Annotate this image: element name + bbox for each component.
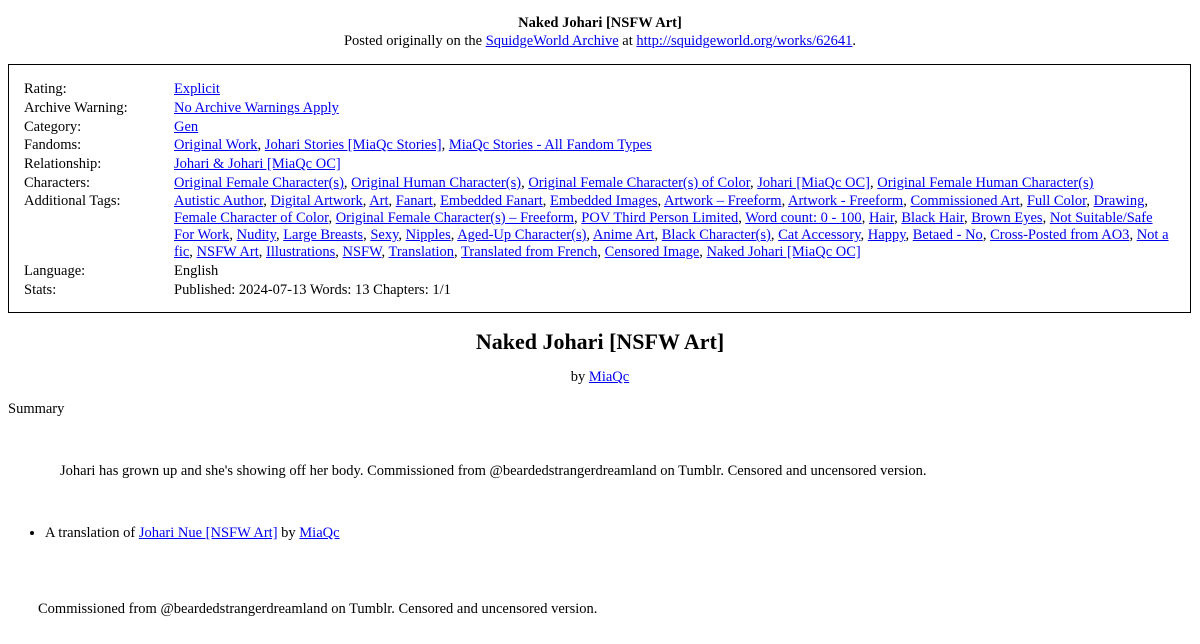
tag-link[interactable]: POV Third Person Limited [581,210,739,226]
tag-link[interactable]: Happy [867,227,906,243]
tag-link[interactable]: MiaQc Stories - All Fandom Types [448,137,652,153]
meta-value-rating [174,81,1170,98]
tag-link[interactable]: Gen [174,119,199,135]
tag-link[interactable]: Nudity [236,227,276,243]
tag-link[interactable]: Aged-Up Character(s) [457,227,587,243]
tag-link[interactable]: Drawing [1093,193,1145,209]
meta-label-category: Category: [24,119,82,135]
tag-link[interactable]: Fanart [395,193,433,209]
at-text: at [622,33,633,49]
meta-value-characters: Original Female Character(s), Original Human Character(s), Original Female Character(s) of Color, Johari [MiaQc OC], Original Female Human Character(s) [174,175,1094,191]
tag-link[interactable]: Not Suitable/Safe For Work [174,210,1153,243]
meta-label-language: Language: [24,263,86,279]
tag-link[interactable]: Original Human Character(s) [351,175,522,191]
tag-link[interactable]: Explicit [174,81,220,97]
tag-link[interactable]: Original Work [174,137,258,153]
meta-value-warning [174,100,1170,117]
notes-text: Commissioned from @beardedstrangerdreamland on Tumblr. Censored and uncensored version. [38,601,598,617]
meta-value-stats: Published: 2024-07-13 Words: 13 Chapters: 1/1 [174,282,451,298]
tag-link[interactable]: Translated from French [461,244,598,260]
tag-link[interactable]: Embedded Fanart [440,193,543,209]
tag-link[interactable]: Commissioned Art [910,193,1020,209]
related-works-list [24,525,340,542]
tag-link[interactable]: Cross-Posted from AO3 [990,227,1130,243]
tag-link[interactable]: Translation [388,244,455,260]
meta-value-language: English [174,263,219,279]
meta-value-fandoms: Original Work, Johari Stories [MiaQc Stories], MiaQc Stories - All Fandom Types [174,137,652,153]
by-text: by [570,369,586,385]
byline [0,369,1200,386]
original-work-link[interactable]: Johari Nue [NSFW Art] [138,525,278,541]
posted-line: Posted originally on the SquidgeWorld Archive at http://squidgeworld.org/works/62641. [343,33,857,49]
meta-value-category [174,119,1170,136]
tag-link[interactable]: Illustrations [265,244,336,260]
tag-link[interactable]: Original Female Human Character(s) [877,175,1094,191]
tag-link[interactable]: Sexy [370,227,399,243]
tag-link[interactable]: Johari & Johari [MiaQc OC] [174,156,341,172]
tag-link[interactable]: Art [369,193,389,209]
tag-link[interactable]: No Archive Warnings Apply [174,100,339,116]
tag-link[interactable]: Female Character of Color [174,210,329,226]
tag-link[interactable]: Naked Johari [MiaQc OC] [706,244,861,260]
meta-label-characters: Characters: [24,175,91,191]
work-meta-box [8,64,1191,313]
meta-label-stats: Stats: [24,282,57,298]
tag-link[interactable]: Cat Accessory [778,227,861,243]
archive-link[interactable]: SquidgeWorld Archive [485,33,619,49]
meta-value-additional-tags: Autistic Author, Digital Artwork, Art, Fanart, Embedded Fanart, Embedded Images, Artwork – Freeform, Artwork - Freeform, Commissioned Art, Full Color, Drawing, Female Character of Color, Original Female Character(s) – Freeform, POV Third Person Limited, Word count: 0 - 100, Hair, Black Hair, Brown Eyes, Not Suitable/Safe For Work, Nudity, Large Breasts, Sexy, Nipples, Aged-Up Character(s), Anime Art, Black Character(s), Cat Accessory, Happy, Betaed - No, Cross-Posted from AO3, Not a fic, NSFW Art, Illustrations, NSFW, Translation, Translated from French, Censored Image, Naked Johari [MiaQc OC] [174,193,1169,260]
meta-value-relationship [174,156,1170,173]
summary-heading: Summary [8,401,65,417]
author-link[interactable]: MiaQc [588,369,630,385]
tag-link[interactable]: Artwork – Freeform [663,193,782,209]
tag-link[interactable]: Black Character(s) [661,227,771,243]
tag-link[interactable]: Artwork - Freeform [788,193,904,209]
tag-link[interactable]: Autistic Author [174,193,264,209]
tag-link[interactable]: Black Hair [901,210,965,226]
tag-link[interactable]: Digital Artwork [270,193,363,209]
tag-link[interactable]: NSFW [342,244,382,260]
tag-link[interactable]: Betaed - No [912,227,983,243]
meta-label-rating: Rating: [24,81,67,97]
page-header [0,14,1200,50]
tag-link[interactable]: Original Female Character(s) [174,175,344,191]
meta-label-warning: Archive Warning: [24,100,128,116]
summary-text: Johari has grown up and she's showing off her body. Commissioned from @beardedstrangerdreamland on Tumblr. Censored and uncensored version. [60,463,927,479]
meta-label-fandoms: Fandoms: [24,137,82,153]
work-title: Naked Johari [NSFW Art] [475,329,725,354]
list-item [45,525,340,542]
tag-link[interactable]: Nipples [405,227,451,243]
tag-link[interactable]: Word count: 0 - 100 [745,210,862,226]
related-by-text: by [281,525,296,541]
related-author-link[interactable]: MiaQc [299,525,340,541]
header-title: Naked Johari [NSFW Art] [518,15,682,31]
translation-prefix: A translation of [45,525,136,541]
work-url-link[interactable]: http://squidgeworld.org/works/62641 [636,33,853,49]
tag-link[interactable]: Original Female Character(s) of Color [528,175,751,191]
tag-link[interactable]: Johari Stories [MiaQc Stories] [264,137,442,153]
tag-link[interactable]: Brown Eyes [971,210,1043,226]
posted-prefix: Posted originally on the [343,33,483,49]
tag-link[interactable]: Censored Image [604,244,700,260]
tag-link[interactable]: Anime Art [592,227,655,243]
tag-link[interactable]: Large Breasts [283,227,364,243]
meta-label-additional-tags: Additional Tags: [24,193,121,209]
tag-link[interactable]: Original Female Character(s) – Freeform [335,210,575,226]
tag-link[interactable]: NSFW Art [196,244,259,260]
tag-link[interactable]: Not a fic [174,227,1169,260]
tag-link[interactable]: Full Color [1026,193,1087,209]
tag-link[interactable]: Hair [868,210,895,226]
tag-link[interactable]: Johari [MiaQc OC] [757,175,871,191]
meta-label-relationship: Relationship: [24,156,102,172]
tag-link[interactable]: Embedded Images [550,193,658,209]
